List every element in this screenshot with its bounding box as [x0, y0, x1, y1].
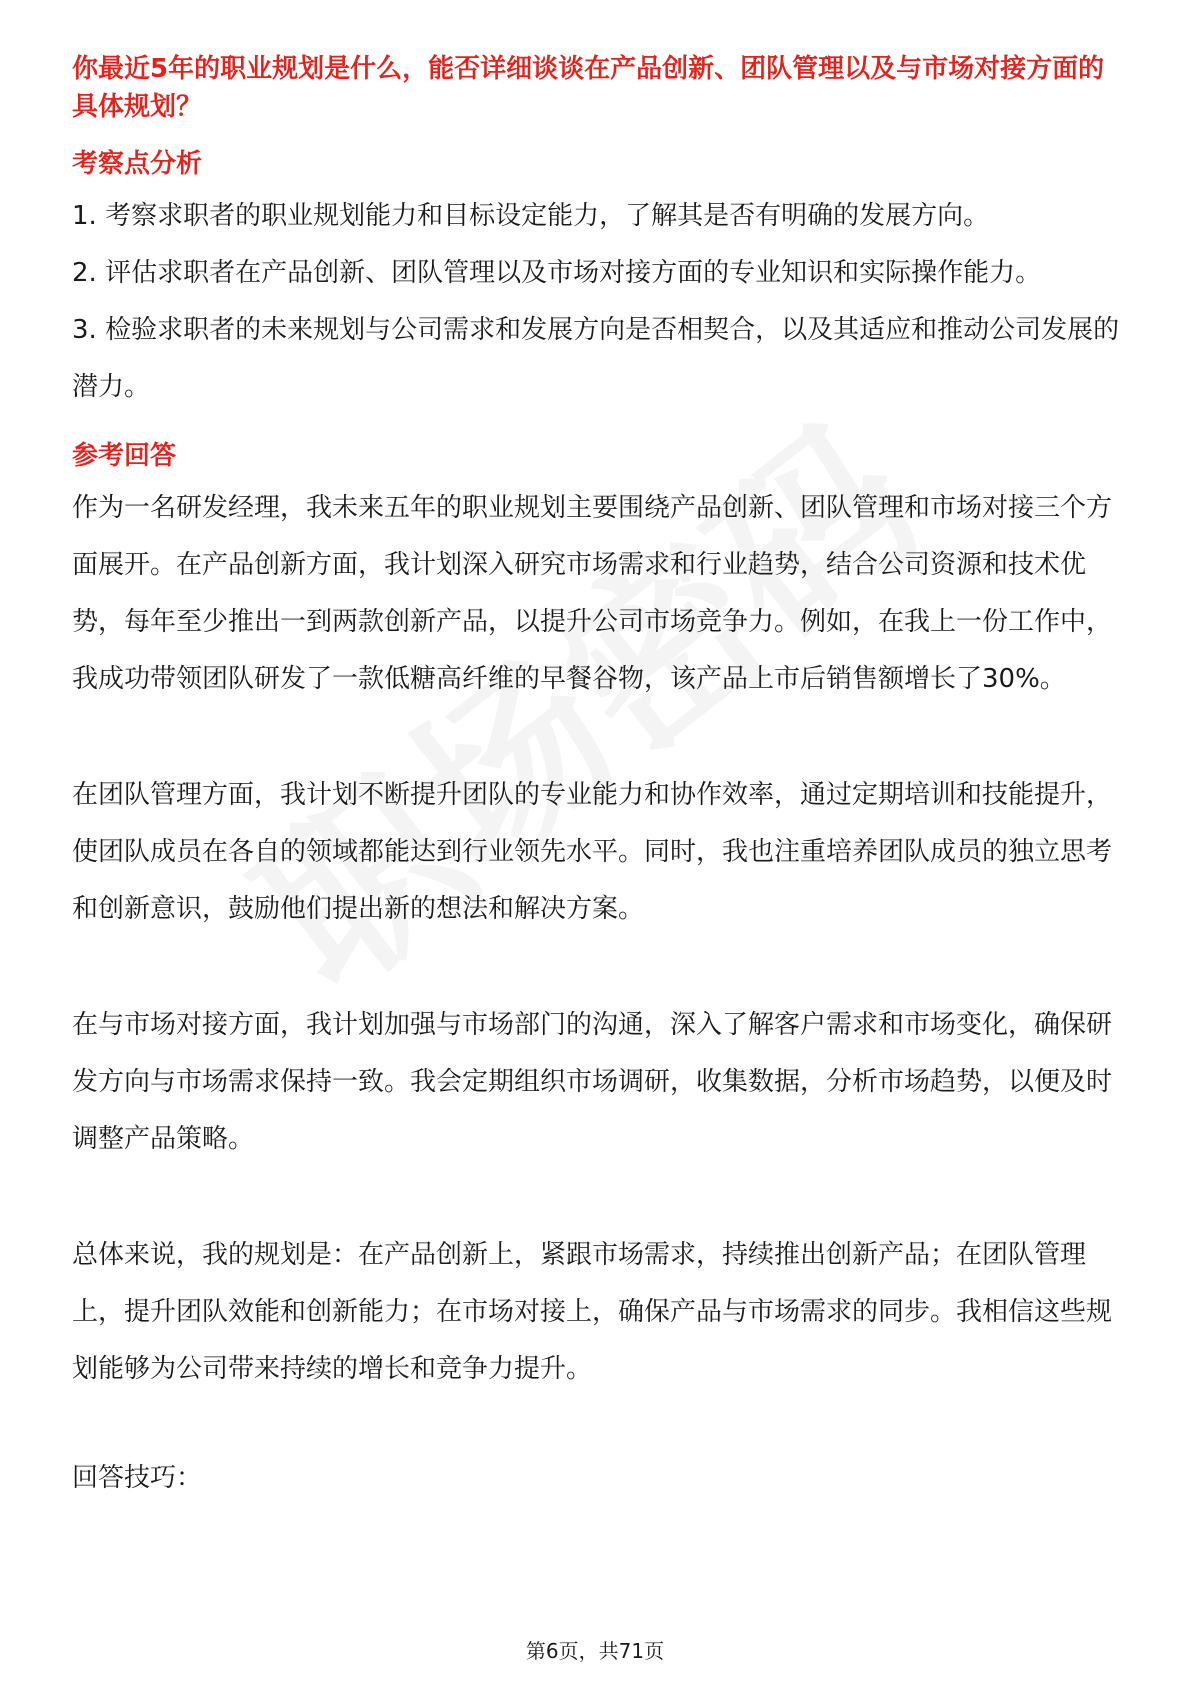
answer-paragraph-2: 在团队管理方面，我计划不断提升团队的专业能力和协作效率，通过定期培训和技能提升，使团队成员在各自的领域都能达到行业领先水平。同时，我也注重培养团队成员的独立思考和创新意识，鼓励他们提出新的想法和解决方案。 — [72, 780, 1113, 924]
answer-title: 参考回答 — [72, 441, 177, 471]
tips-label: 回答技巧： — [72, 1463, 203, 1493]
analysis-point-3: 3. 检验求职者的未来规划与公司需求和发展方向是否相契合，以及其适应和推动公司发展的潜力。 — [72, 315, 1120, 402]
answer-paragraph-1: 作为一名研发经理，我未来五年的职业规划主要围绕产品创新、团队管理和市场对接三个方面展开。在产品创新方面，我计划深入研究市场需求和行业趋势，结合公司资源和技术优势，每年至少推出一到两款创新产品，以提升公司市场竞争力。例如，在我上一份工作中，我成功带领团队研发了一款低糖高纤维的早餐谷物，该产品上市后销售额增长了30%。 — [72, 493, 1113, 694]
analysis-point-2: 2. 评估求职者在产品创新、团队管理以及市场对接方面的专业知识和实际操作能力。 — [72, 258, 1042, 288]
page-footer: 第6页，共71页 — [525, 1639, 665, 1663]
answer-paragraph-4: 总体来说，我的规划是：在产品创新上，紧跟市场需求，持续推出创新产品；在团队管理上，提升团队效能和创新能力；在市场对接上，确保产品与市场需求的同步。我相信这些规划能够为公司带来持续的增长和竞争力提升。 — [72, 1240, 1113, 1384]
analysis-points — [72, 188, 1122, 416]
analysis-title: 考察点分析 — [72, 149, 203, 179]
answer-paragraph-3: 在与市场对接方面，我计划加强与市场部门的沟通，深入了解客户需求和市场变化，确保研发方向与市场需求保持一致。我会定期组织市场调研，收集数据，分析市场趋势，以便及时调整产品策略。 — [72, 1010, 1113, 1154]
document-page — [72, 50, 1122, 1496]
analysis-point-1: 1. 考察求职者的职业规划能力和目标设定能力，了解其是否有明确的发展方向。 — [72, 201, 990, 231]
question-heading: 你最近5年的职业规划是什么，能否详细谈谈在产品创新、团队管理以及与市场对接方面的具体规划？ — [72, 54, 1105, 122]
